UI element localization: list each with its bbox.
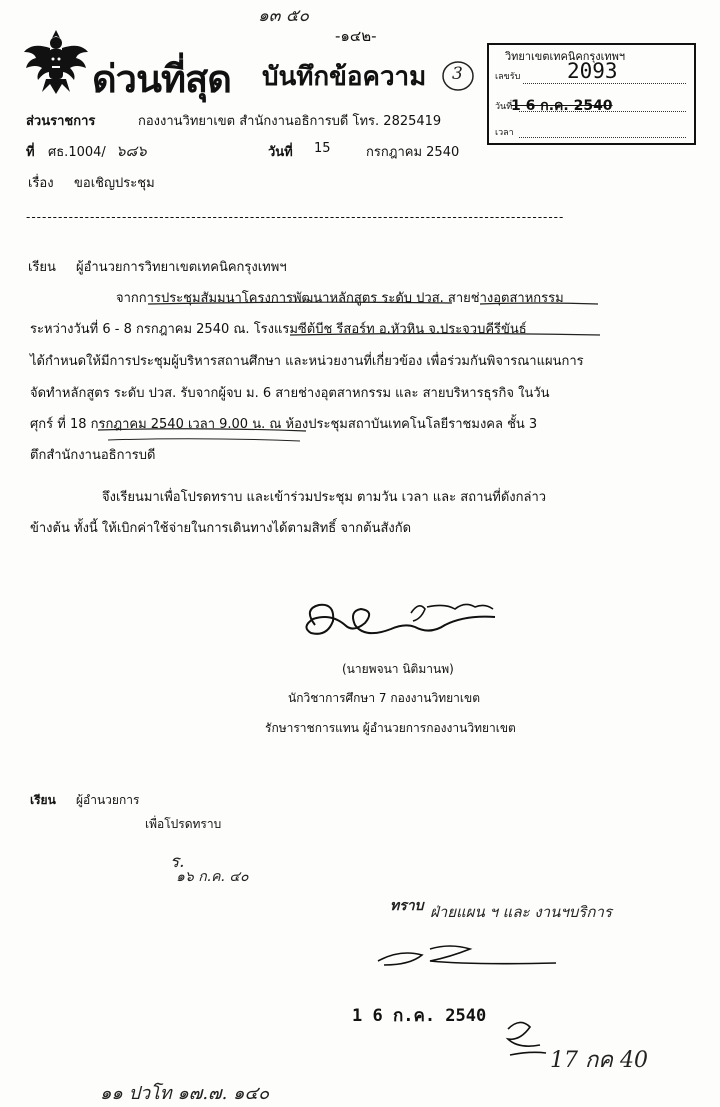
divider: ----------------------------------------------------------------------------------------------------- <box>26 210 565 224</box>
note-signature <box>370 935 570 975</box>
subject-value: ขอเชิญประชุม <box>74 176 155 191</box>
agency-label: ส่วนราชการ <box>26 114 96 129</box>
subject-label: เรื่อง <box>28 176 54 191</box>
ref-value: ศธ.1004/ <box>48 145 106 160</box>
body-p1-line6: ตึกสำนักงานอธิการบดี <box>30 448 156 463</box>
salutation-label: เรียน <box>28 260 56 275</box>
corner-handwritten-date: 17 กค 40 <box>550 1048 649 1073</box>
body-p1-line5: ศุกร์ ที่ 18 กรกฎาคม 2540 เวลา 9.00 น. ณ ห้องประชุมสถาบันเทคโนโลยีราชมงคล ชั้น 3 <box>30 417 538 432</box>
signer-position-1: นักวิชาการศึกษา 7 กองงานวิทยาเขต <box>288 691 480 705</box>
receipt-date-stamp: 1 6 ก.ค. 2540 <box>352 1006 487 1026</box>
urgent-label: ด่วนที่สุด <box>92 56 231 101</box>
stamp-number-label: เลขรับ <box>495 72 521 82</box>
ref-handwritten: ๖๘๖ <box>116 142 147 160</box>
forward-handwritten-date: ๑๖ ก.ค. ๔๐ <box>176 869 249 885</box>
forward-purpose: เพื่อโปรดทราบ <box>145 817 222 831</box>
body-p1-line4: จัดทำหลักสูตร ระดับ ปวส. รับจากผู้จบ ม. 6 สายช่างอุตสาหกรรม และ สายบริหารธุรกิจ ในวัน <box>30 386 550 401</box>
salutation-value: ผู้อำนวยการวิทยาเขตเทคนิคกรุงเทพฯ <box>76 260 287 275</box>
agency-value: กองงานวิทยาเขต สำนักงานอธิการบดี โทร. 2825419 <box>138 114 442 129</box>
forward-value: ผู้อำนวยการ <box>76 793 140 807</box>
stamp-time-label: เวลา <box>495 128 514 138</box>
forward-initials: ร. <box>170 852 185 872</box>
note-handwritten: ฝ่ายแผน ฯ และ งานฯบริการ <box>430 903 612 921</box>
memo-title: บันทึกข้อความ <box>262 62 427 92</box>
forward-label: เรียน <box>30 793 56 807</box>
handwritten-signature <box>295 595 515 650</box>
stamp-date-label: วันที่ <box>495 102 513 112</box>
note-label: ทราบ <box>390 898 424 914</box>
date-label: วันที่ <box>268 145 293 160</box>
body-p1-line2: ระหว่างวันที่ 6 - 8 กรกฎาคม 2540 ณ. โรงแรมซีต้บีช รีสอร์ท อ.หัวหิน จ.ประจวบคีรีขันธ์ <box>30 322 527 337</box>
body-p1-line3: ได้กำหนดให้มีการประชุมผู้บริหารสถานศึกษา และหน่วยงานที่เกี่ยวข้อง เพื่อร่วมกันพิจารณาแผนการ <box>30 354 584 369</box>
signer-position-2: รักษาราชการแทน ผู้อำนวยการกองงานวิทยาเขต <box>265 721 516 735</box>
stamp-org: วิทยาเขตเทคนิคกรุงเทพฯ <box>505 50 626 63</box>
corner-initials <box>500 1015 550 1065</box>
body-p2-line1: จึงเรียนมาเพื่อโปรดทราบ และเข้าร่วมประชุม ตามวัน เวลา และ สถานที่ดังกล่าว <box>102 490 547 505</box>
stamp-number-value: 2093 <box>567 59 618 83</box>
date-month-year: กรกฎาคม 2540 <box>366 145 460 160</box>
date-day: 15 <box>314 141 331 156</box>
body-p1-line1: จากการประชุมสัมมนาโครงการพัฒนาหลักสูตร ระดับ ปวส. สายช่างอุตสาหกรรม <box>116 291 564 306</box>
page-number: -๑๔๒- <box>335 27 377 45</box>
stamp-date-value: 1 6 ก.ค. 2540 <box>511 98 613 114</box>
handwritten-top-number: ๑๓ ๕๐ <box>258 6 310 26</box>
bottom-handwriting: ๑๑ ปวโท ๑๗.๗. ๑๔๐ <box>100 1083 270 1104</box>
ref-label: ที่ <box>26 145 35 160</box>
body-p2-line2: ข้างต้น ทั้งนี้ ให้เบิกค่าใช้จ่ายในการเดินทางได้ตามสิทธิ์ จากต้นสังกัด <box>30 521 412 536</box>
circled-number: 3 <box>452 64 463 84</box>
signer-name: (นายพจนา นิติมานพ) <box>342 662 454 676</box>
